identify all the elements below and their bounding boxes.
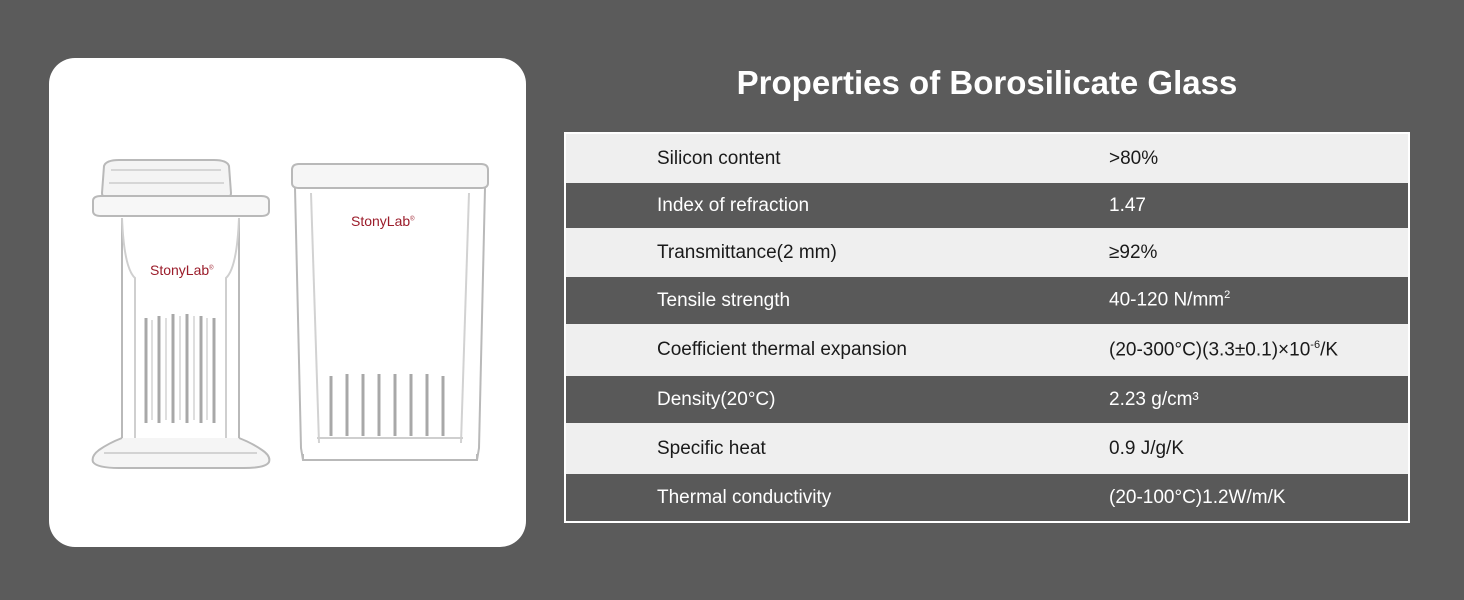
value-superscript: 2	[1224, 289, 1231, 302]
property-name: Specific heat	[657, 437, 766, 459]
property-value	[1109, 289, 1408, 311]
registered-mark-right: ®	[410, 216, 415, 223]
property-name: Coefficient thermal expansion	[657, 339, 907, 360]
value-text: (20-300°C)(3.3±0.1)×10	[1109, 339, 1311, 361]
table-row	[566, 376, 1408, 423]
brand-text-left: StonyLab	[150, 262, 210, 278]
staining-jars-illustration	[49, 58, 526, 547]
property-name: Tensile strength	[657, 289, 791, 311]
property-value	[1109, 339, 1408, 361]
property-value: ≥92%	[1109, 241, 1158, 263]
table-row	[566, 228, 1408, 277]
property-value: >80%	[1109, 147, 1159, 169]
coplin-jar-round	[93, 160, 270, 468]
page-title: Properties of Borosilicate Glass	[736, 64, 1238, 101]
registered-mark-left: ®	[209, 265, 214, 272]
property-value: 1.47	[1109, 194, 1146, 216]
brand-logo-right	[351, 213, 415, 229]
property-name: Index of refraction	[657, 194, 810, 216]
table-row	[566, 277, 1408, 324]
brand-logo-left	[150, 262, 214, 278]
table-row	[566, 183, 1408, 228]
staining-jar-square	[292, 164, 488, 460]
property-name: Transmittance(2 mm)	[657, 241, 837, 263]
product-image-card	[49, 58, 526, 547]
property-name: Silicon content	[657, 147, 781, 169]
table-row	[566, 324, 1408, 376]
property-value: 0.9 J/g/K	[1109, 437, 1184, 459]
table-row	[566, 474, 1408, 521]
brand-text-right: StonyLab	[351, 213, 411, 229]
properties-table	[564, 132, 1410, 523]
property-value: 2.23 g/cm³	[1109, 388, 1199, 410]
value-suffix: /K	[1320, 339, 1339, 361]
property-name: Thermal conductivity	[657, 486, 832, 508]
property-name: Density(20°C)	[657, 388, 776, 410]
table-row	[566, 423, 1408, 474]
table-row	[566, 134, 1408, 183]
value-superscript: -6	[1310, 338, 1321, 351]
property-value: (20-100°C)1.2W/m/K	[1109, 486, 1286, 508]
value-text: 40-120 N/mm	[1109, 289, 1225, 311]
